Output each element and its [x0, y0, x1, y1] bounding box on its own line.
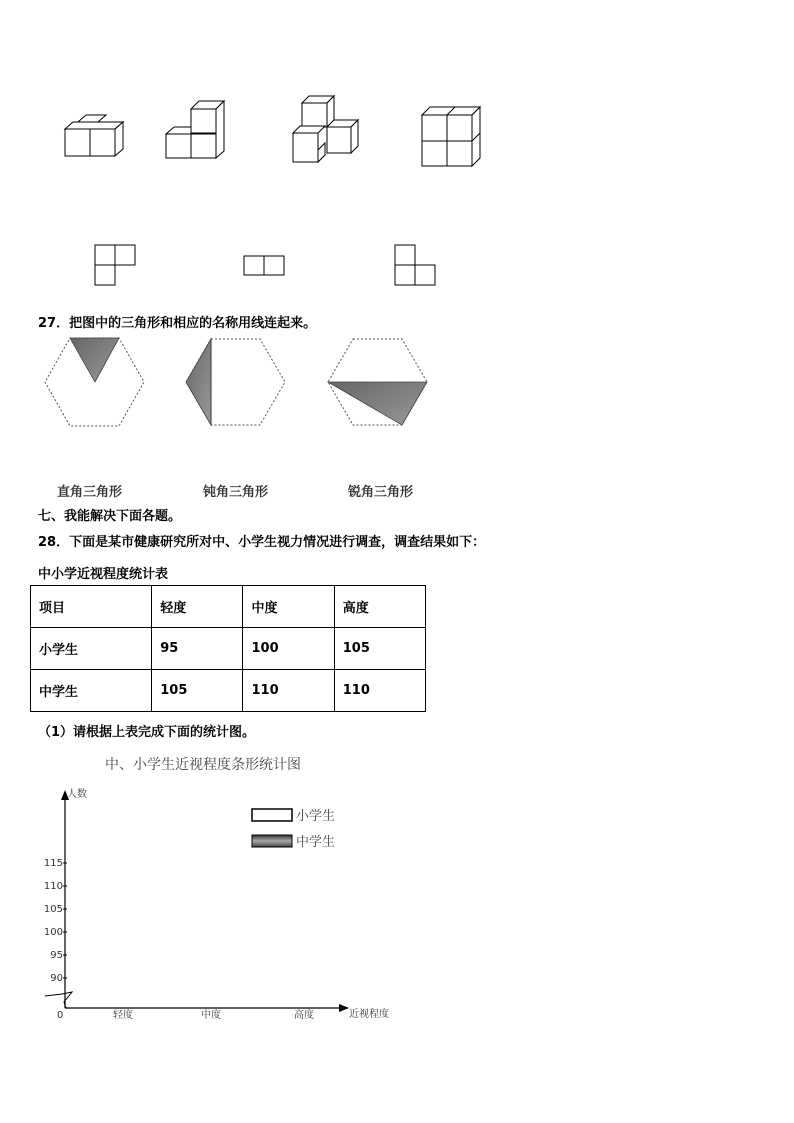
view-figure-2	[244, 256, 284, 275]
legend-swatch-middle	[252, 835, 292, 847]
section-7-heading: 七、我能解决下面各题。	[38, 509, 182, 524]
x-tick-label: 高度	[294, 1010, 314, 1021]
table-header-cell: 中度	[243, 586, 334, 628]
y-tick-label: 110	[43, 881, 63, 892]
cube-figure-1	[65, 115, 123, 156]
question-28: 28．下面是某市健康研究所对中、小学生视力情况进行调查，调查结果如下：	[38, 535, 486, 550]
view-figure-3	[395, 245, 435, 285]
y-tick-label: 105	[43, 904, 63, 915]
stats-table	[30, 585, 426, 712]
x-tick-label: 轻度	[113, 1010, 133, 1021]
y-tick-label-0: 0	[57, 1010, 64, 1021]
cube-figure-3	[293, 96, 358, 162]
table-caption: 中小学近视程度统计表	[38, 567, 169, 582]
triangle-name-acute: 锐角三角形	[348, 485, 414, 500]
table-cell: 105	[152, 670, 243, 712]
cube-figure-4	[422, 107, 480, 166]
table-header-row	[31, 586, 426, 628]
x-axis-arrow	[339, 1004, 349, 1012]
table-row	[31, 628, 426, 670]
hexagon-figures	[0, 330, 794, 440]
table-cell: 110	[334, 670, 425, 712]
legend-swatch-primary	[252, 809, 292, 821]
sub-question-1: （1）请根据上表完成下面的统计图。	[38, 725, 256, 740]
triangle-name-obtuse: 钝角三角形	[203, 485, 269, 500]
table-header-cell: 轻度	[152, 586, 243, 628]
axis-break	[45, 992, 72, 1008]
table-header-cell: 高度	[334, 586, 425, 628]
table-cell: 105	[334, 628, 425, 670]
table-cell: 110	[243, 670, 334, 712]
table-header-cell: 项目	[31, 586, 152, 628]
hexagon-3	[328, 339, 427, 425]
chart-title: 中、小学生近视程度条形统计图	[105, 757, 301, 773]
y-tick-label: 95	[50, 950, 63, 961]
table-row	[31, 670, 426, 712]
y-tick-label: 90	[50, 973, 63, 984]
chart-legend	[252, 808, 335, 850]
y-tick-label: 100	[43, 927, 63, 938]
legend-label-primary: 小学生	[296, 809, 336, 824]
hexagon-1	[45, 338, 144, 426]
hexagon-2	[186, 339, 285, 425]
table-cell: 100	[243, 628, 334, 670]
question-27: 27．把图中的三角形和相应的名称用线连起来。	[38, 316, 317, 331]
table-cell: 小学生	[31, 628, 152, 670]
bar-chart	[0, 780, 420, 1030]
cube-figure-2	[166, 101, 224, 158]
triangle-name-right: 直角三角形	[57, 485, 123, 500]
legend-label-middle: 中学生	[296, 835, 336, 850]
view-figure-1	[95, 245, 135, 285]
table-cell: 95	[152, 628, 243, 670]
table-cell: 中学生	[31, 670, 152, 712]
cube-figures	[0, 85, 794, 300]
x-axis-label: 近视程度	[349, 1009, 389, 1020]
x-tick-label: 中度	[201, 1010, 221, 1021]
y-tick-label: 115	[43, 858, 63, 869]
y-axis-label: 人数	[67, 789, 87, 800]
